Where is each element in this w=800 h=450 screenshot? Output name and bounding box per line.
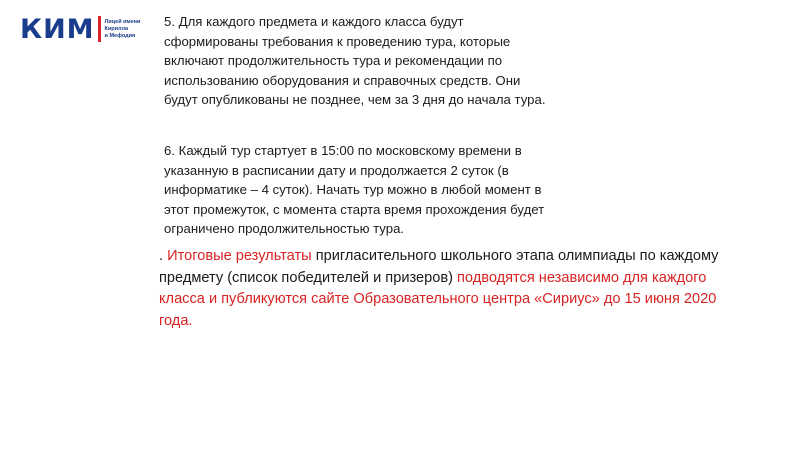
logo-tagline-line: Кирилла [104, 25, 129, 32]
final-middle-text: пригласительного школьного этапа олимпиады по каждому предмету (список победителей и призеров) [159, 248, 719, 286]
final-highlight-publication: подводятся независимо для каждого класса и публикуются сайте Образовательного центра «Сириус» до 15 июня 2020 года. [159, 269, 717, 329]
logo-tagline-line: и Мефодия [104, 32, 136, 39]
final-prefix: . [159, 248, 168, 264]
logo-tagline-line: Лицей имени [104, 18, 141, 25]
final-highlight-results: Итоговые результаты [167, 248, 312, 264]
logo-divider [98, 16, 101, 42]
school-logo [20, 13, 140, 45]
logo-wordmark: КИМ [20, 13, 95, 45]
rule-item-5: 5. Для каждого предмета и каждого класса будут сформированы требования к проведению тура, которые включают продолжительность тура и рекомендации по использованию оборудования и справочных средств. Они будут опубликованы не позднее, чем за 3 дня до начала тура. [164, 14, 546, 108]
logo-tagline [105, 19, 141, 40]
rule-item-6: 6. Каждый тур стартует в 15:00 по московскому времени в указанную в расписании дату и продолжается 2 суток (в информатике – 4 суток). Начать тур можно в любой момент в этот промежуток, с момента старта время прохождения будет ограничено продолжительностью тура. [164, 143, 545, 237]
final-results-paragraph [159, 246, 719, 332]
